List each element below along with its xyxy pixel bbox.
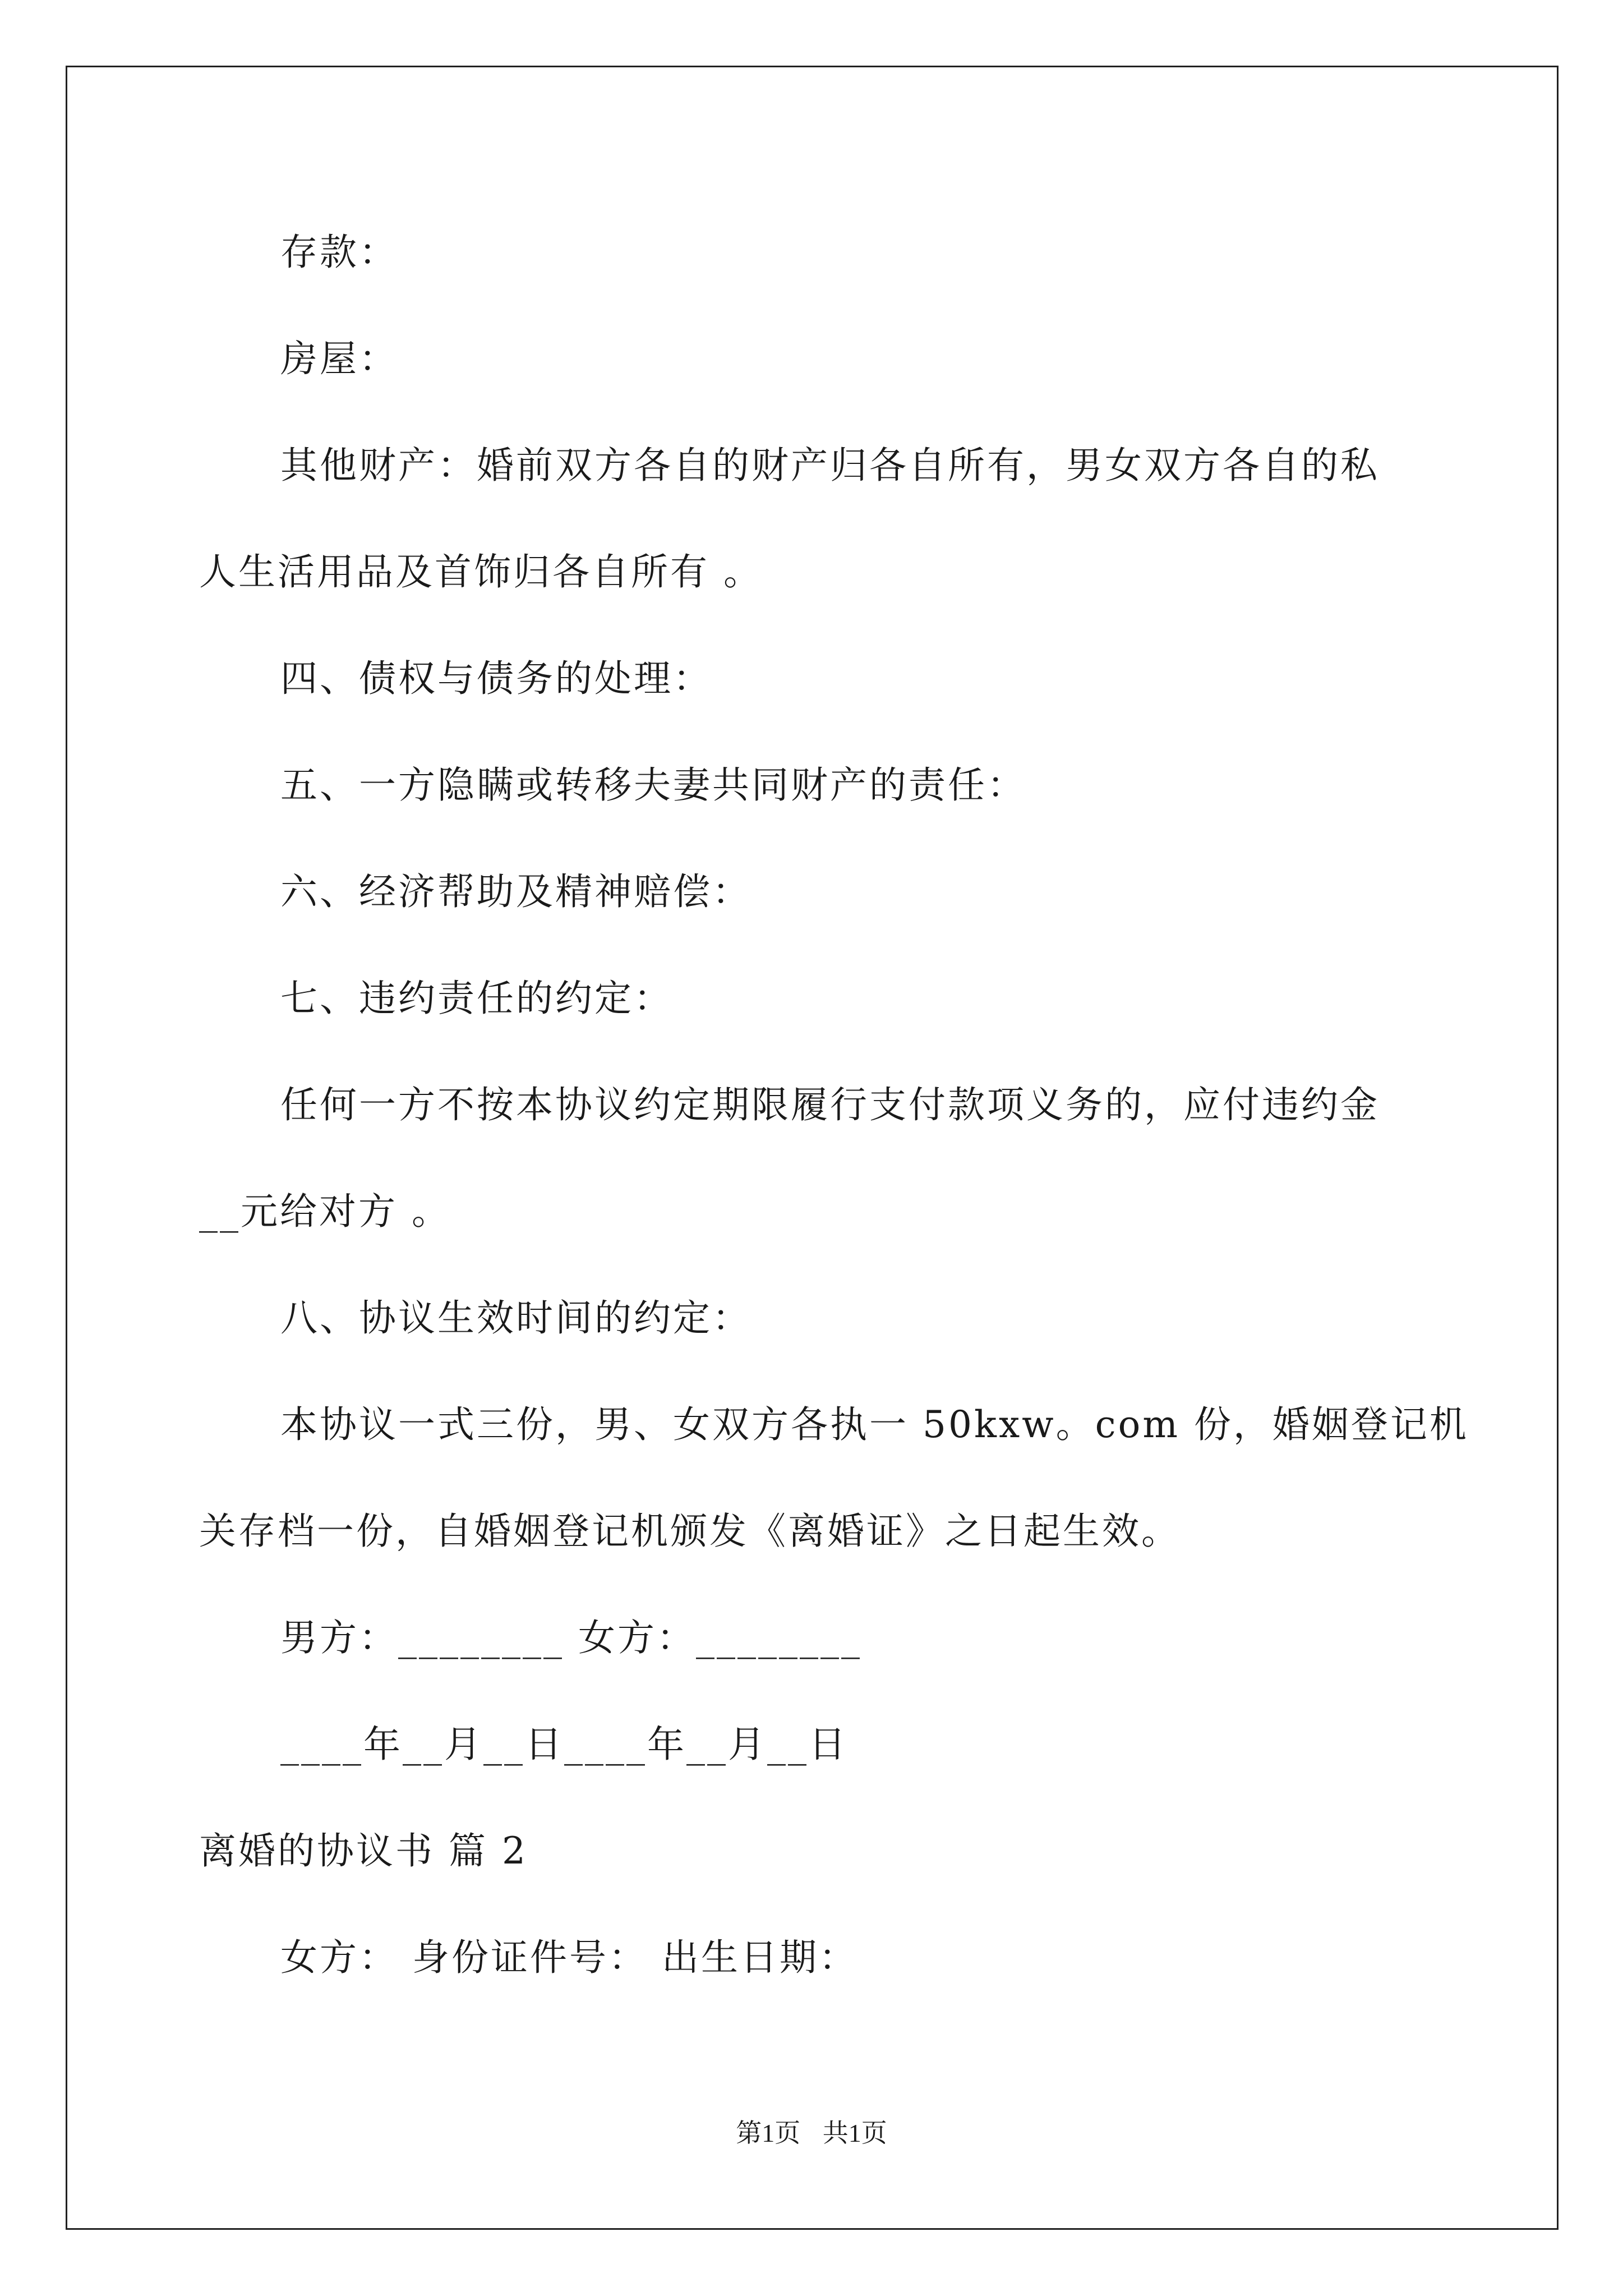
section-title: 离婚的协议书 篇 2 [199, 1829, 528, 1872]
female-party-line: 女方： 身份证件号： 出生日期： [280, 1936, 858, 1979]
section-4-heading: 四、债权与债务的处理： [280, 657, 712, 700]
date-line: ____年__月__日____年__月__日 [280, 1723, 848, 1766]
signature-line: 男方：________ 女方：________ [280, 1616, 862, 1659]
section-5-heading: 五、一方隐瞒或转移夫妻共同财产的责任： [280, 763, 1026, 807]
section-8-heading: 八、协议生效时间的约定： [280, 1296, 751, 1340]
other-property-line: 其他财产：婚前双方各自的财产归各自所有，男女双方各自的私 [280, 444, 1380, 487]
other-property-line-cont: 人生活用品及首饰归各自所有 。 [199, 550, 763, 593]
house-line: 房屋： [280, 337, 398, 380]
breach-clause-line: 任何一方不按本协议约定期限履行支付款项义务的，应付违约金 [280, 1083, 1380, 1126]
copies-clause-line-cont: 关存档一份，自婚姻登记机颁发《离婚证》之日起生效。 [199, 1510, 1181, 1553]
page-border [66, 66, 1559, 2230]
page-total: 共1页 [822, 2119, 887, 2147]
section-6-heading: 六、经济帮助及精神赔偿： [280, 870, 751, 913]
deposit-line: 存款： [280, 231, 398, 274]
section-7-heading: 七、违约责任的约定： [280, 977, 673, 1020]
page-footer [0, 2118, 1623, 2149]
copies-clause-line: 本协议一式三份，男、女双方各执一 50kxw。com 份，婚姻登记机 [280, 1403, 1469, 1446]
breach-clause-line-cont: __元给对方 。 [199, 1190, 451, 1233]
page-number: 第1页 [736, 2119, 801, 2147]
